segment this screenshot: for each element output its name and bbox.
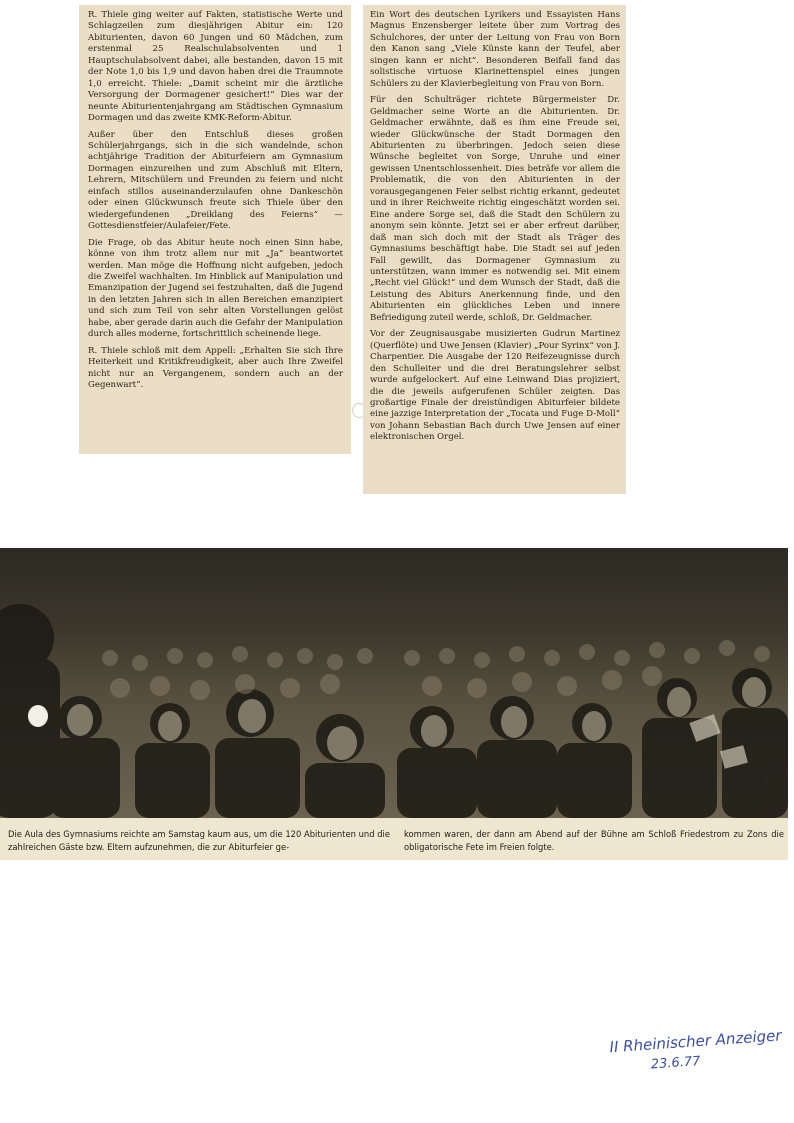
photo-clipping — [0, 548, 788, 860]
photo-caption-right: kommen waren, der dann am Abend auf der Bühne am Schloß Friedestrom zu Zons die obligatorische Fete im Freien folgte. — [404, 829, 784, 852]
article-column-right — [363, 5, 626, 494]
audience-photo-right — [392, 548, 788, 818]
handwritten-source: II Rheinischer Anzeiger — [608, 1026, 783, 1057]
article-paragraph: Die Frage, ob das Abitur heute noch einen Sinn habe, könne von ihm trotz allem nur mit „Ja“ beantwortet werden. Man möge die Hoffnung nicht aufgeben, jedoch die Zweifel wachhalten. Im Hinblick auf Manipulation und Emanzipation der Jugend sei festzuhalten, daß die Jugend in den letzten Jahren sich in allen Bereichen emanzipiert und sich zum Teil von sehr alten Vorstellungen gelöst habe, aber gerade darin auch die Gefahr der Manipulation durch alles moderne, fortschrittlich scheinende liege. — [88, 237, 343, 340]
punch-hole — [28, 705, 48, 727]
article-paragraph: R. Thiele schloß mit dem Appell: „Erhalten Sie sich Ihre Heiterkeit und Kritikfreudigkeit, aber auch Ihre Zweifel nicht nur an Vergangenem, sondern auch an der Gegenwart“. — [88, 345, 343, 391]
article-paragraph: R. Thiele ging weiter auf Fakten, statistische Werte und Schlagzeilen zum diesjährigen Abitur ein: 120 Abiturienten, davon 60 Jungen und 60 Mädchen, zum erstenmal 25 Realschulabsolventen und 1 Hauptschulabsolvent dabei, alle bestanden, davon 15 mit der Note 1,0 bis 1,9 und davon haben drei die Traumnote 1,0 erreicht. Thiele: „Damit scheint mir die ärztliche Versorgung der Dormagener gesichert!“ Dies war der neunte Abiturientenjahrgang am Städtischen Gymnasium Dormagen und das zweite KMK-Reform-Abitur. — [88, 10, 343, 124]
article-column-left — [79, 5, 351, 454]
handwritten-annotation — [609, 1026, 791, 1075]
article-paragraph: Für den Schulträger richtete Bürgermeister Dr. Geldmacher seine Worte an die Abiturienten. Dr. Geldmacher erwähnte, daß es ihm eine Freude sei, wieder Glückwünsche der Stadt Dormagen den Abiturienten zu überbringen. Jedoch seien diese Wünsche begleitet von Sorge, Unruhe und einer gewissen Unentschlossenheit. Dies beträfe vor allem die Problematik, die von den Abiturienten in der vorausgegangenen Feier selbst richtig erkannt, gedeutet und in ihrer Reichweite richtig eingeschätzt worden sei. Eine andere Sorge sei, daß die Stadt den Schülern zu anonym sein könnte. Jetzt sei er aber erfreut darüber, daß man sich doch mit der Stadt als Träger des Gymnasiums beschäftigt habe. Die Stadt sei auf jeden Fall gewillt, das Dormagener Gymnasium zu unterstützen, wann immer es notwendig sei. Mit einem „Recht viel Glück!“ und dem Wunsch der Stadt, daß die Leistung des Abiturs Anerkennung finde, und den Abiturienten ein glückliches Leben und innere Befriedigung zuteil werde, schloß, Dr. Geldmacher. — [370, 95, 620, 323]
article-paragraph: Vor der Zeugnisausgabe musizierten Gudrun Martinez (Querflöte) und Uwe Jensen (Klavier) „Pour Syrinx“ von J. Charpentier. Die Ausgabe der 120 Reifezeugnisse durch den Schulleiter und die drei Beratungslehrer selbst wurde aufgelockert. Auf eine Leinwand Dias projiziert, die die jeweils aufgerufenen Schüler zeigten. Das großartige Finale der dreistündigen Abiturfeier bildete eine jazzige Interpretation der „Tocata und Fuge D-Moll“ von Johann Sebastian Bach durch Uwe Jensen auf einer elektronischen Orgel. — [370, 329, 620, 443]
handwritten-date: 23.6.77 — [650, 1054, 701, 1073]
photo-caption-left: Die Aula des Gymnasiums reichte am Samstag kaum aus, um die 120 Abiturienten und die zahlreichen Gäste bzw. Eltern aufzunehmen, die zur Abiturfeier ge- — [8, 829, 390, 852]
article-paragraph: Außer über den Entschluß dieses großen Schülerjahrgangs, sich in die sich wandelnde, schon achtjährige Tradition der Abiturfeiern am Gymnasium Dormagen einzureihen und zum Abschluß mit Eltern, Lehrern, Mitschülern und Freunden zu feiern und nicht einfach stillos auseinanderzulaufen ohne Dankeschön oder einen Glückwunsch freute sich Thiele über den wiedergefundenen „Dreiklang des Feierns“ — Gottesdienstfeier/Aulafeier/Fete. — [88, 129, 343, 232]
audience-photo-left — [0, 548, 392, 818]
photo-caption — [0, 824, 788, 860]
audience-photo-left-image — [0, 548, 392, 818]
audience-photo-right-image — [392, 548, 788, 818]
article-paragraph: Ein Wort des deutschen Lyrikers und Essayisten Hans Magnus Enzensberger leitete über zum Vortrag des Schulchores, der unter der Leitung von Frau von Born den Kanon sang „Viele Künste kann der Teufel, aber singen kann er nicht“. Besonderen Beifall fand das solistische virtuose Klarinettenspiel eines jungen Schülers zu der Klavierbegleitung von Frau von Born. — [370, 10, 620, 89]
